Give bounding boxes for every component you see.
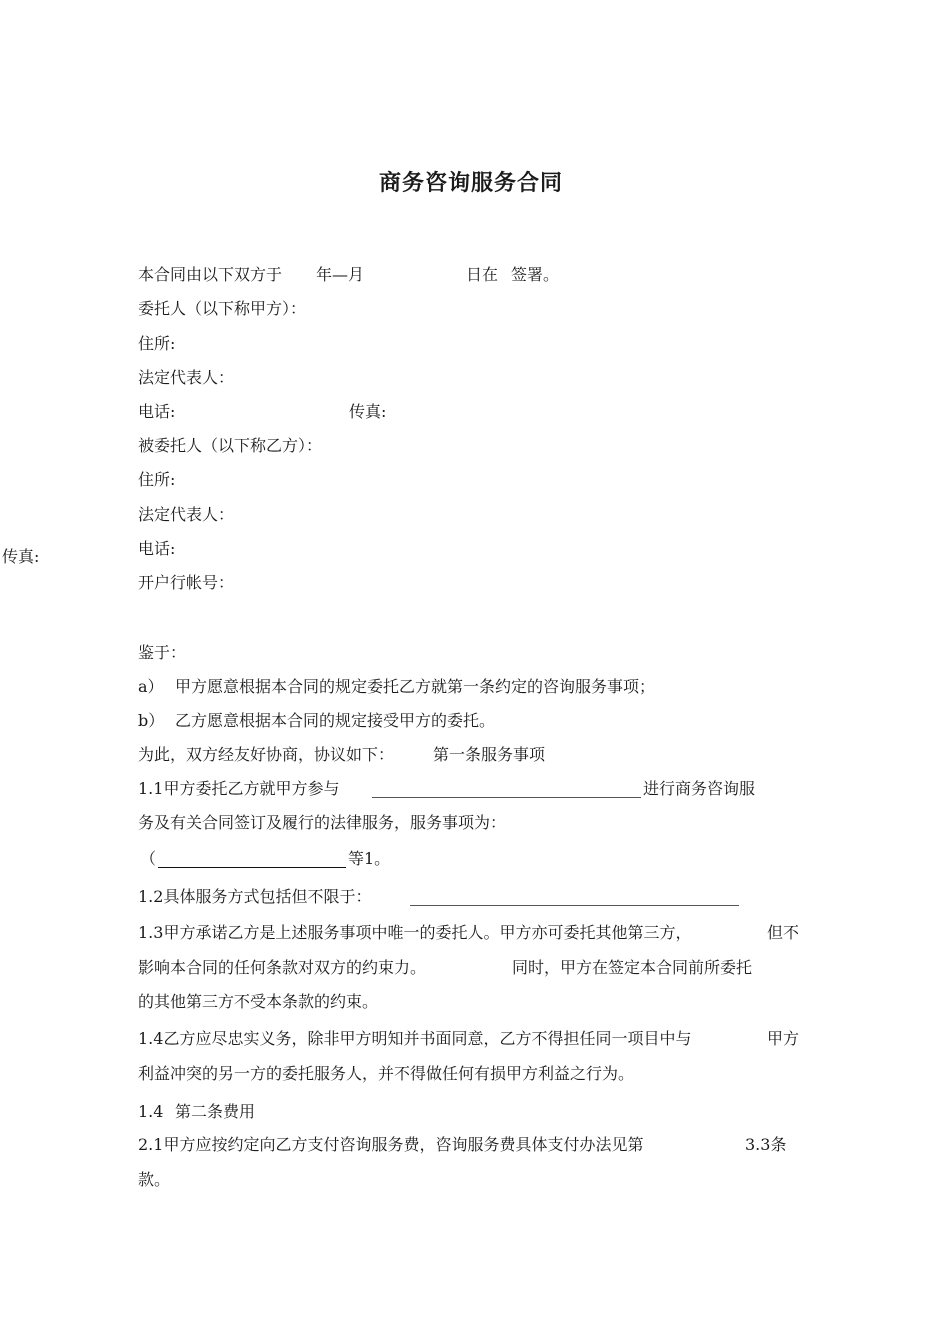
page-title: 商务咨询服务合同 — [378, 170, 563, 196]
whereas-heading: 鉴于： — [138, 643, 187, 662]
party-b-bank-label: 开户行帐号： — [138, 573, 235, 592]
party-b-title: 被委托人（以下称乙方）： — [138, 436, 323, 455]
recital-b-marker: b） — [138, 711, 165, 730]
party-a-phone-label: 电话: — [138, 402, 176, 421]
clause-1-1-line-c: 务及有关合同签订及履行的法律服务，服务事项为： — [138, 813, 507, 832]
clause-1-4-line-a: 1.4乙方应尽忠实义务，除非甲方明知并书面同意，乙方不得担任同一项目中与 — [138, 1029, 692, 1048]
clause-1-1-line-a: 1.1甲方委托乙方就甲方参与 — [138, 779, 340, 798]
intro-text-d: 签署。 — [511, 265, 560, 284]
party-b-rep-label: 法定代表人： — [138, 505, 235, 524]
article-1-title: 第一条服务事项 — [433, 745, 546, 764]
clause-1-2-blank — [410, 905, 739, 906]
clause-1-3-line-b: 但不 — [767, 923, 800, 942]
clause-1-1-line-d: 等1。 — [348, 849, 391, 868]
party-a-fax-label: 传真: — [349, 402, 387, 421]
clause-1-4-number: 1.4 — [138, 1102, 164, 1121]
recital-b-text: 乙方愿意根据本合同的规定接受甲方的委托。 — [175, 711, 496, 730]
clause-1-4-line-b: 甲方 — [767, 1029, 800, 1048]
party-b-address-label: 住所: — [138, 470, 176, 489]
recital-a-text: 甲方愿意根据本合同的规定委托乙方就第一条约定的咨询服务事项； — [175, 677, 656, 696]
clause-1-3-line-a: 1.3甲方承诺乙方是上述服务事项中唯一的委托人。甲方亦可委托其他第三方， — [138, 923, 692, 942]
intro-text-b: 年—月 — [316, 265, 365, 284]
clause-1-1-open-paren: （ — [140, 849, 157, 868]
party-a-rep-label: 法定代表人： — [138, 368, 235, 387]
party-a-title: 委托人（以下称甲方）： — [138, 299, 307, 318]
clause-1-3-line-d: 同时，甲方在签定本合同前所委托 — [512, 958, 753, 977]
party-a-address-label: 住所: — [138, 334, 176, 353]
clause-1-1-line-b: 进行商务咨询服 — [643, 779, 756, 798]
intro-text-c: 日在 — [466, 265, 499, 284]
clause-1-1-blank-project — [372, 797, 641, 798]
clause-1-4-line-c: 利益冲突的另一方的委托服务人，并不得做任何有损甲方利益之行为。 — [138, 1064, 635, 1083]
clause-1-2: 1.2具体服务方式包括但不限于： — [138, 887, 372, 906]
intro-text-a: 本合同由以下双方于 — [138, 265, 283, 284]
article-2-title: 第二条费用 — [175, 1102, 256, 1121]
clause-1-3-line-c: 影响本合同的任何条款对双方的约束力。 — [138, 958, 427, 977]
party-b-fax-label: 传真: — [2, 547, 40, 566]
agreement-text: 为此，双方经友好协商，协议如下： — [138, 745, 395, 764]
recital-a-marker: a） — [138, 677, 164, 696]
clause-1-3-line-e: 的其他第三方不受本条款的约束。 — [138, 992, 379, 1011]
party-b-phone-label: 电话: — [138, 539, 176, 558]
clause-2-1-line-c: 款。 — [138, 1170, 171, 1189]
clause-2-1-line-a: 2.1甲方应按约定向乙方支付咨询服务费，咨询服务费具体支付办法见第 — [138, 1135, 644, 1154]
clause-1-1-blank-items — [158, 867, 346, 868]
clause-2-1-line-b: 3.3条 — [745, 1135, 787, 1154]
